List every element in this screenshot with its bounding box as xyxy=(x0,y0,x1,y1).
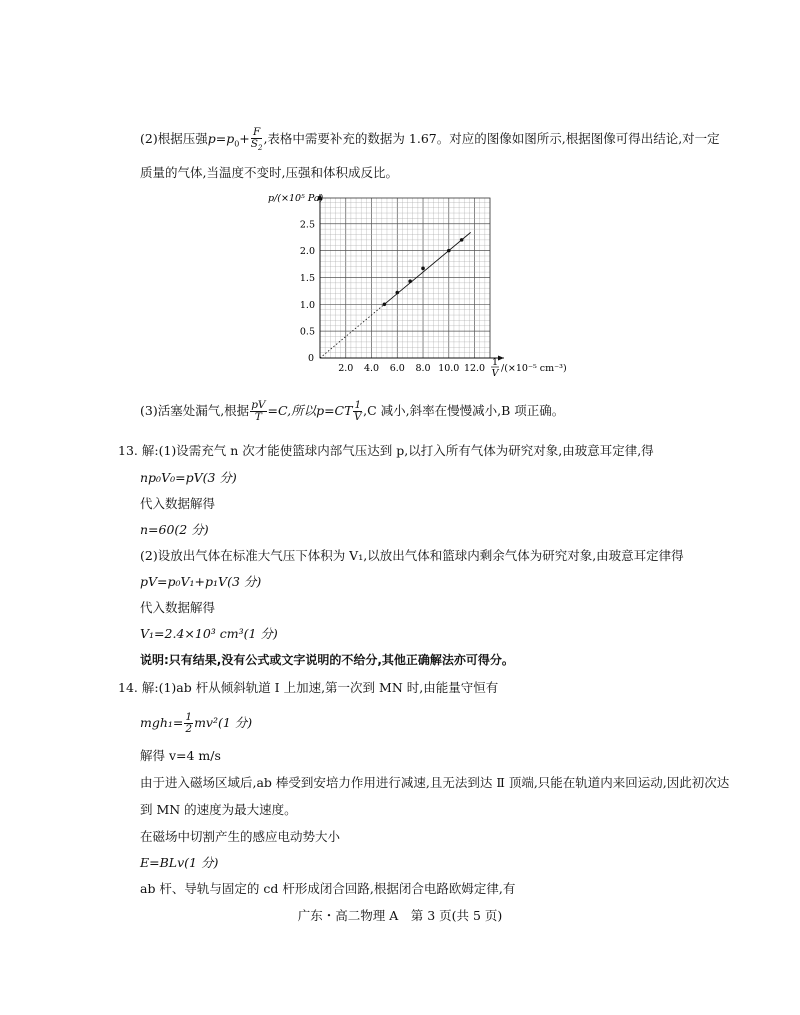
q13-line1: 13. 解:(1)设需充气 n 次才能使篮球内部气压达到 p,以打入所有气体为研究对象,由玻意耳定律,得 xyxy=(118,443,654,458)
pv-over-t-fraction xyxy=(250,400,266,423)
q13-line5: (2)设放出气体在标准大气压下体积为 V₁,以放出气体和篮球内剩余气体为研究对象,由玻意耳定律得 xyxy=(140,548,684,563)
part3-line xyxy=(140,400,564,423)
chart-labels xyxy=(268,193,567,379)
x-tick-label: 10.0 xyxy=(438,363,460,374)
page-footer: 广东・高二物理 A 第 3 页(共 5 页) xyxy=(297,908,503,923)
t-den: T xyxy=(254,411,262,424)
q14-line1: 14. 解:(1)ab 杆从倾斜轨道 Ⅰ 上加速,第一次到 MN 时,由能量守恒有 xyxy=(118,680,499,695)
q14-line4: 由于进入磁场区域后,ab 棒受到安培力作用进行减速,且无法到达 Ⅱ 顶端,只能在轨道内来回运动,因此初次达 xyxy=(140,775,730,790)
q14-line7: E=BLv(1 分) xyxy=(140,855,219,870)
part2-prefix: (2)根据压强 xyxy=(140,131,208,147)
y-axis-label: p/(×10⁵ Pa) xyxy=(268,193,324,204)
chart-grid xyxy=(320,198,490,358)
data-point xyxy=(421,267,425,271)
force-area-fraction xyxy=(251,127,263,152)
x-tick-label: 4.0 xyxy=(363,363,380,374)
q14-energy-equation xyxy=(140,712,252,735)
q13-line8: V₁=2.4×10³ cm³(1 分) xyxy=(140,626,278,641)
origin-label: 0 xyxy=(307,353,314,364)
data-point xyxy=(447,249,451,253)
one-num: 1 xyxy=(354,399,362,411)
q14-line5: 到 MN 的速度为最大速度。 xyxy=(140,802,297,817)
q14-line6: 在磁场中切割产生的感应电动势大小 xyxy=(140,829,341,844)
x-tick-label: 2.0 xyxy=(338,363,354,374)
q13-line3: 代入数据解得 xyxy=(140,496,216,511)
data-point xyxy=(408,279,412,283)
x-label-frac-den: V xyxy=(491,368,499,379)
x-tick-label: 6.0 xyxy=(389,363,405,374)
q13-line6: pV=p₀V₁+p₁V(3 分) xyxy=(140,574,262,589)
y-tick-label: 1.0 xyxy=(299,299,315,311)
plus-sign: + xyxy=(239,131,250,147)
q13-line7: 代入数据解得 xyxy=(140,600,216,615)
half-fraction xyxy=(184,712,193,735)
x-tick-label: 12.0 xyxy=(463,363,486,374)
y-tick-label: 2.5 xyxy=(299,219,315,231)
y-tick-label: 0.5 xyxy=(299,326,315,338)
q14-line3: 解得 v=4 m/s xyxy=(140,748,221,763)
y-tick-label: 2.0 xyxy=(299,246,315,258)
frac-num: F xyxy=(251,127,263,139)
q14-eq-lhs: mgh₁= xyxy=(140,715,184,731)
pressure-formula: p=p xyxy=(207,131,235,147)
part3-prefix: (3)活塞处漏气,根据 xyxy=(140,403,250,419)
y-tick-label: 1.5 xyxy=(299,272,315,284)
part3-text: ,C 减小,斜率在慢慢减小,B 项正确。 xyxy=(363,403,565,419)
frac-den: S xyxy=(250,138,258,151)
x-tick-label: 8.0 xyxy=(415,363,431,374)
frac-den-sub: 2 xyxy=(257,144,263,153)
part2-line2: 质量的气体,当温度不变时,压强和体积成反比。 xyxy=(140,165,398,180)
pv-num: pV xyxy=(251,399,266,411)
part2-text: ,表格中需要补充的数据为 1.67。对应的图像如图所示,根据图像可得出结论,对一定 xyxy=(263,131,720,147)
q13-line4: n=60(2 分) xyxy=(140,522,209,537)
q14-line8: ab 杆、导轨与固定的 cd 杆形成闭合回路,根据闭合电路欧姆定律,有 xyxy=(140,881,516,896)
data-point xyxy=(460,238,464,242)
one-over-v-fraction xyxy=(353,400,362,423)
part3-p-eq: p=CT xyxy=(316,403,353,419)
pressure-volume-chart xyxy=(258,188,567,380)
x-axis-label: /(×10⁻⁵ cm⁻³) xyxy=(501,363,567,374)
x-axis-arrow xyxy=(498,356,504,361)
half-num: 1 xyxy=(185,711,193,723)
data-point xyxy=(383,303,387,307)
part3-mid: =C,所以 xyxy=(267,403,317,419)
data-point xyxy=(395,291,399,295)
pressure-sub: 0 xyxy=(234,139,240,149)
q13-note: 说明:只有结果,没有公式或文字说明的不给分,其他正确解法亦可得分。 xyxy=(140,653,514,667)
q14-eq-rhs: mv²(1 分) xyxy=(194,715,253,731)
v-den: V xyxy=(354,411,362,424)
x-label-frac-num: 1 xyxy=(491,357,499,368)
q13-line2: np₀V₀=pV(3 分) xyxy=(140,470,237,485)
half-den: 2 xyxy=(185,723,193,736)
part2-line1 xyxy=(140,127,720,152)
